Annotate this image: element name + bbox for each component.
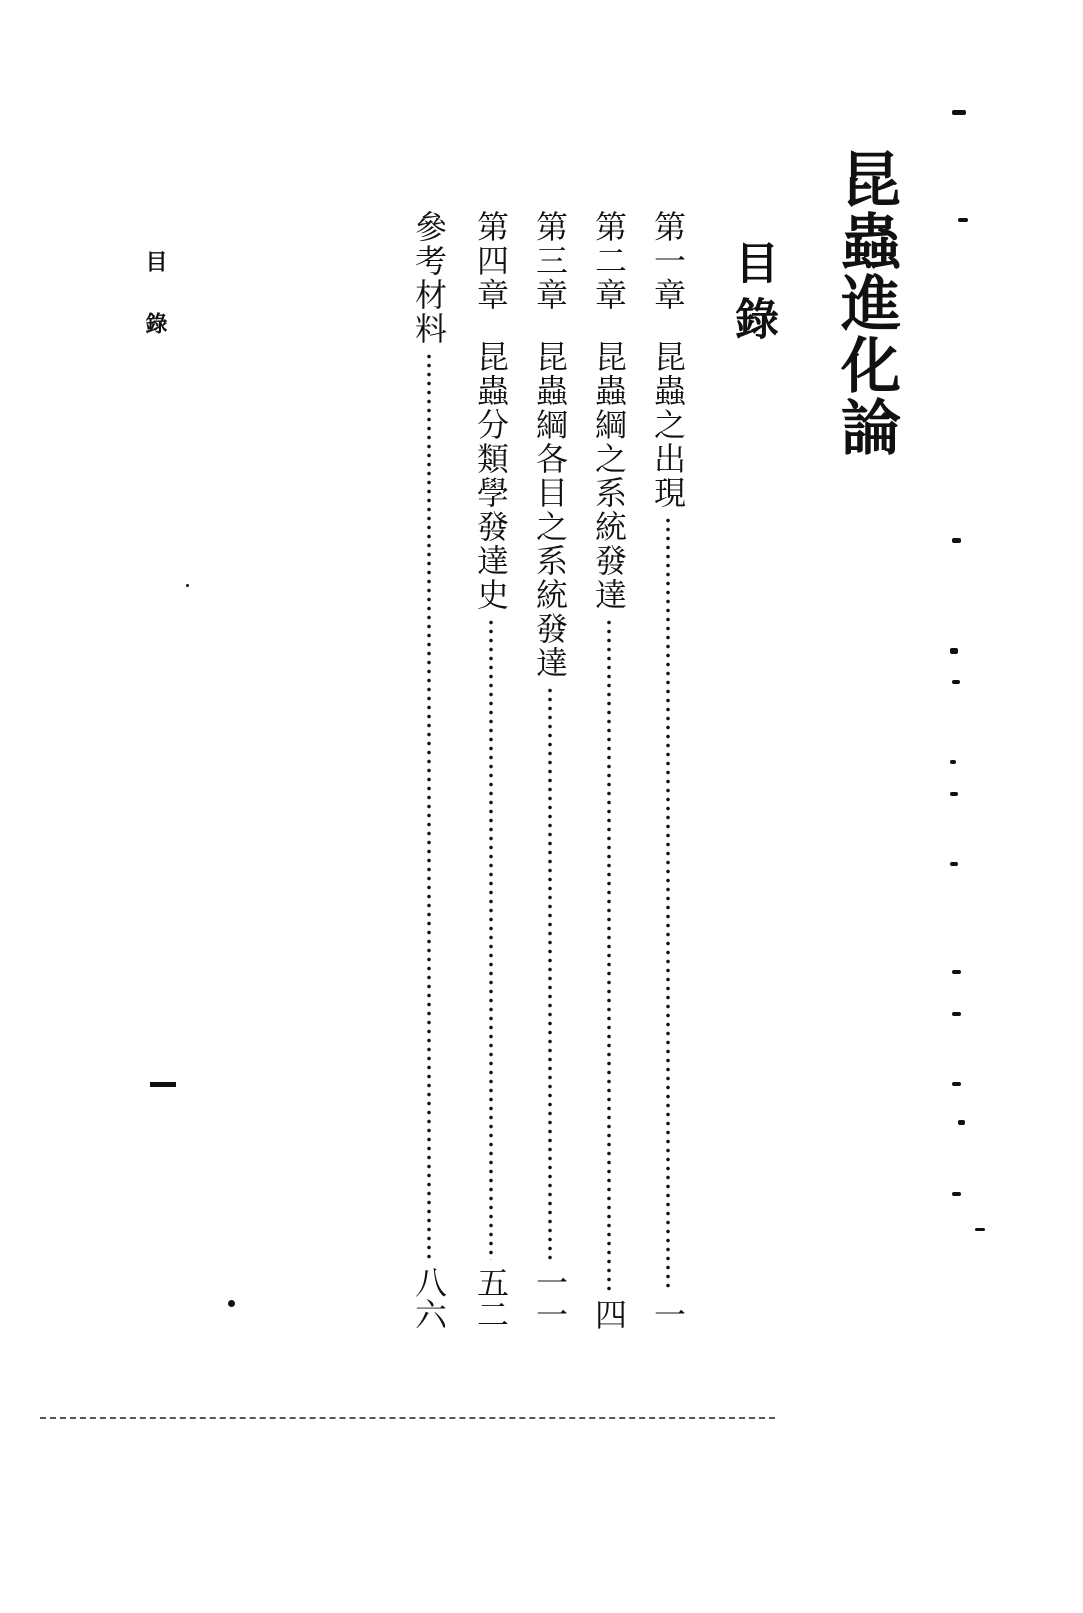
chapter-page-number: 一 (649, 1298, 687, 1330)
ink-speck (228, 1300, 235, 1307)
chapter-number: 參考材料 (410, 210, 448, 346)
chapter-number: 第四章 (472, 210, 510, 312)
chapter-number: 第三章 (531, 210, 569, 312)
chapter-number: 第二章 (590, 210, 628, 312)
running-header: 目錄 (142, 250, 168, 374)
toc-entry-chapter-2[interactable] (589, 210, 629, 1330)
toc-entry-chapter-1[interactable] (648, 210, 688, 1330)
chapter-number: 第一章 (649, 210, 687, 312)
chapter-title: 昆蟲綱各目之系統發達 (531, 340, 569, 680)
toc-entry-references[interactable] (409, 210, 449, 1330)
dot-leader (489, 618, 493, 1260)
ink-speck (186, 584, 189, 587)
bottom-scan-line (40, 1417, 775, 1419)
chapter-page-number: 五二 (472, 1266, 510, 1330)
chapter-title: 昆蟲綱之系統發達 (590, 340, 628, 612)
dot-leader (607, 618, 611, 1292)
toc-entry-chapter-4[interactable] (471, 210, 511, 1330)
page-number (150, 1082, 176, 1087)
chapter-title: 昆蟲之出現 (649, 340, 687, 510)
dot-leader (666, 516, 670, 1292)
toc-entry-chapter-3[interactable] (530, 210, 570, 1330)
chapter-page-number: 八六 (410, 1266, 448, 1330)
book-title: 昆蟲進化論 (831, 148, 901, 458)
chapter-page-number: 四 (590, 1298, 628, 1330)
dot-leader (548, 686, 552, 1260)
chapter-title: 昆蟲分類學發達史 (472, 340, 510, 612)
toc-heading: 目錄 (727, 240, 778, 352)
dot-leader (427, 352, 431, 1260)
chapter-page-number: 一一 (531, 1266, 569, 1330)
